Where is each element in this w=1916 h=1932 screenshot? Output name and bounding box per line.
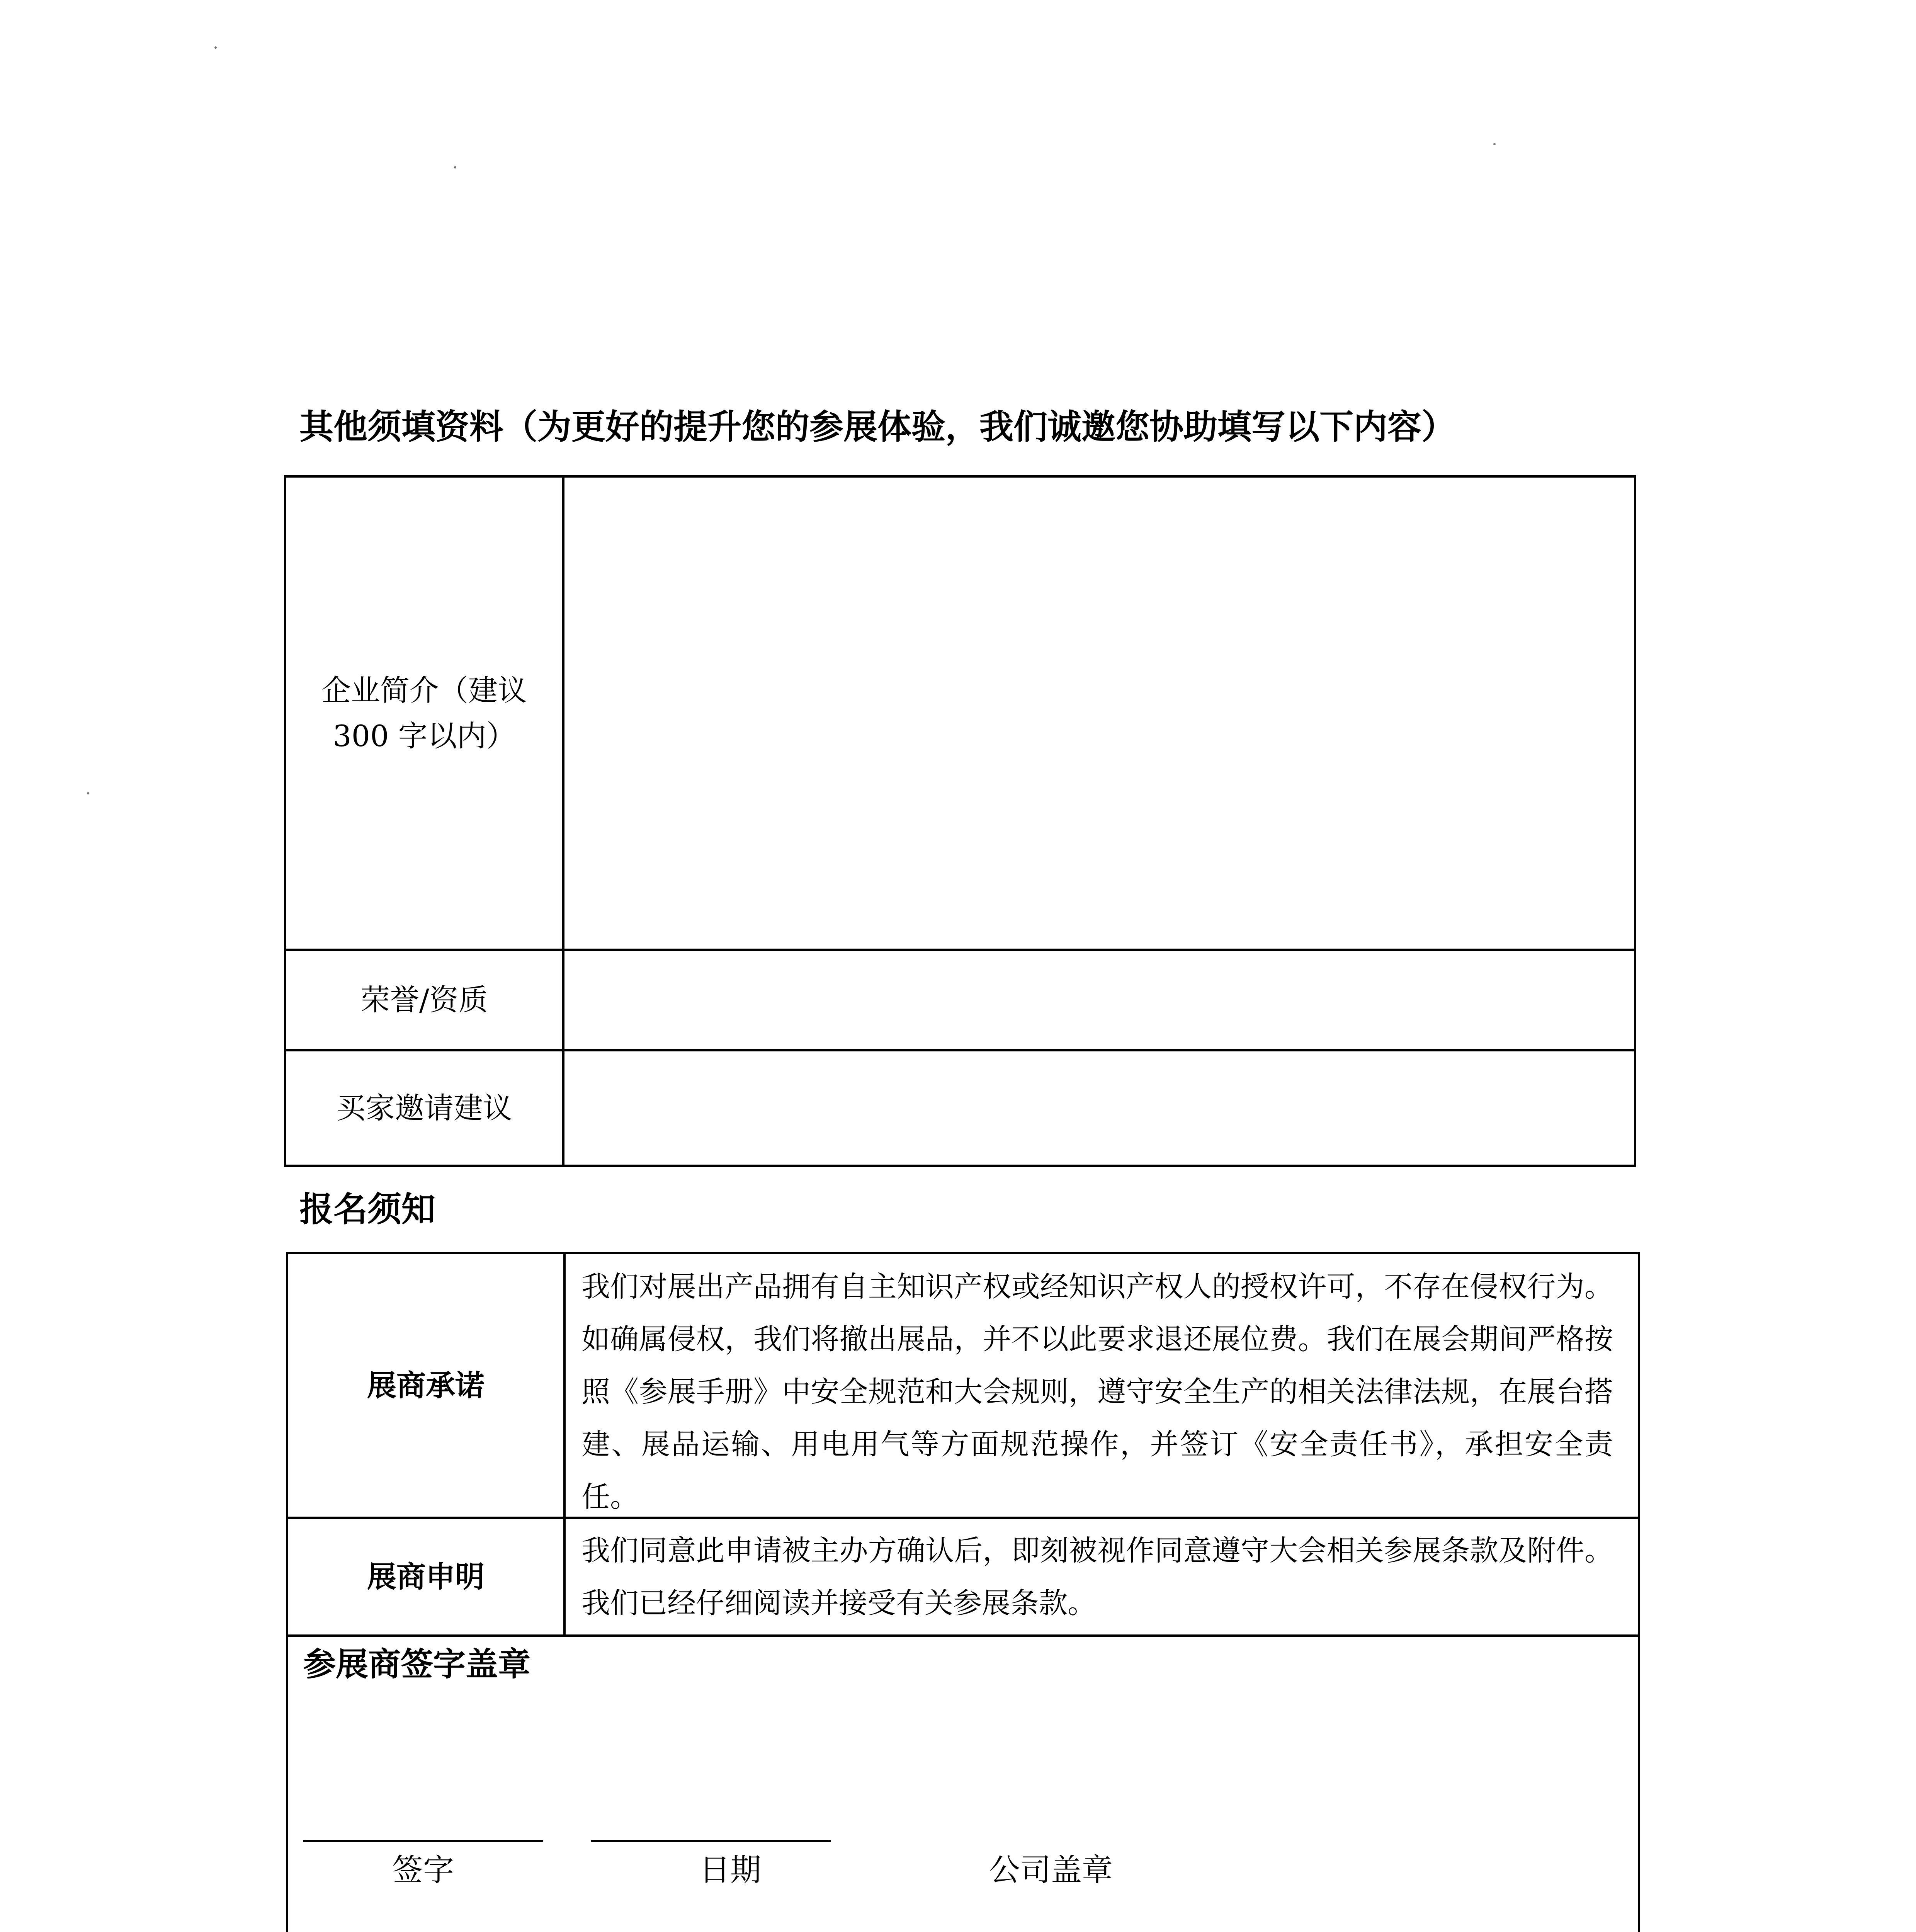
commitment-text: 我们对展出产品拥有自主知识产权或经知识产权人的授权许可，不存在侵权行为。如确属侵权，我们将撤出展品，并不以此要求退还展位费。我们在展会期间严格按照《参展手册》中安全规范和大会规则，遵守安全生产的相关法律法规，在展台搭建、展品运输、用电用气等方面规范操作，并签订《安全责任书》，承担安全责任。 (581, 1270, 1613, 1514)
scan-speck (454, 166, 456, 168)
honors-field[interactable] (564, 951, 1634, 1049)
scan-speck (87, 792, 89, 794)
honors-label: 荣誉/资质 (360, 983, 488, 1017)
company-intro-label-line2: 300 字以内） (333, 718, 516, 753)
company-intro-field[interactable] (564, 478, 1634, 949)
declaration-text: 我们同意此申请被主办方确认后，即刻被视作同意遵守大会相关参展条款及附件。我们已经仔细阅读并接受有关参展条款。 (581, 1534, 1613, 1620)
registration-notice-heading: 报名须知 (299, 1189, 436, 1229)
scan-speck (1493, 143, 1496, 145)
exhibitor-signature-label: 签字 (392, 1852, 454, 1888)
buyer-invite-label: 买家邀请建议 (336, 1090, 512, 1125)
exhibitor-signature-line[interactable] (303, 1840, 543, 1842)
exhibitor-date-line[interactable] (591, 1840, 831, 1842)
other-info-heading: 其他须填资料（为更好的提升您的参展体验，我们诚邀您协助填写以下内容） (299, 406, 1456, 447)
company-seal-label: 公司盖章 (989, 1852, 1113, 1888)
buyer-invite-field[interactable] (564, 1051, 1634, 1165)
company-intro-label (286, 478, 562, 949)
declaration-label: 展商申明 (367, 1559, 485, 1594)
company-intro-label-line1: 企业简介（建议 (321, 673, 527, 707)
exhibitor-signature-heading: 参展商签字盖章 (303, 1645, 531, 1683)
exhibitor-date-label: 日期 (699, 1852, 761, 1888)
commitment-label: 展商承诺 (367, 1368, 485, 1403)
scan-speck (214, 46, 217, 49)
